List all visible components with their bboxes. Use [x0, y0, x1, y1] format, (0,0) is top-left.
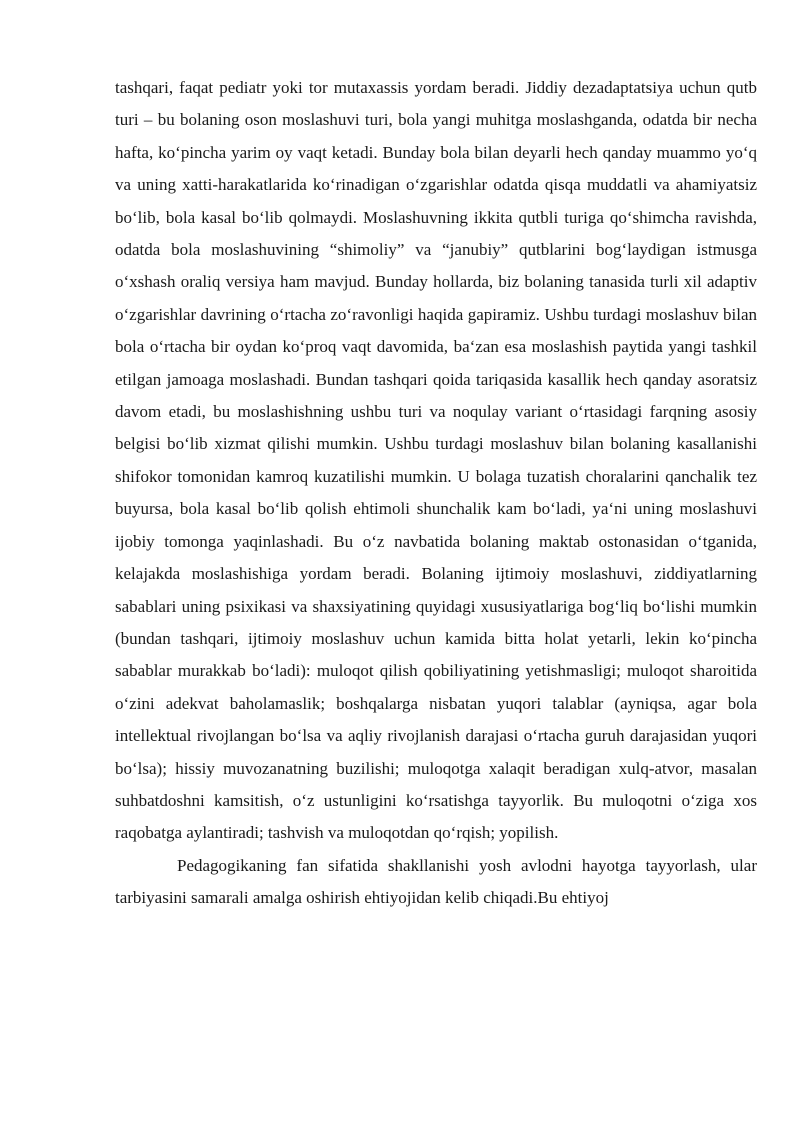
body-paragraph: Pedagogikaning fan sifatida shakllanishi yosh avlodni hayotga tayyorlash, ular tarbiyasini samarali amalga oshirish ehtiyojidan kelib chiqadi.Bu ehtiyoj	[115, 855, 757, 908]
body-paragraph: tashqari, faqat pediatr yoki tor mutaxassis yordam beradi. Jiddiy dezadaptatsiya uchun qutb turi – bu bolaning oson moslashuvi turi, bola yangi muhitga moslashganda, odatda bir necha hafta, ko‘pincha yarim oy vaqt ketadi. Bunday bola bilan deyarli hech qanday muammo yo‘q va uning xatti-harakatlarida ko‘rinadigan o‘zgarishlar odatda qisqa muddatli va ahamiyatsiz bo‘lib, bola kasal bo‘lib qolmaydi. Moslashuvning ikkita qutbli turiga qo‘shimcha ravishda, odatda bola moslashuvining “shimoliy” va “janubiy” qutblarini bog‘laydigan istmusga o‘xshash oraliq versiya ham mavjud. Bunday hollarda, biz bolaning tanasida turli xil adaptiv o‘zgarishlar davrining o‘rtacha zo‘ravonligi haqida gapiramiz. Ushbu turdagi moslashuv bilan bola o‘rtacha bir oydan ko‘proq vaqt davomida, ba‘zan esa moslashish paytida yangi tashkil etilgan jamoaga moslashadi. Bundan tashqari qoida tariqasida kasallik hech qanday asoratsiz davom etadi, bu moslashishning ushbu turi va noqulay variant o‘rtasidagi farqning asosiy belgisi bo‘lib xizmat qilishi mumkin. Ushbu turdagi moslashuv bilan bolaning kasallanishi shifokor tomonidan kamroq kuzatilishi mumkin. U bolaga tuzatish choralarini qanchalik tez buyursa, bola kasal bo‘lib qolish ehtimoli shunchalik kam bo‘ladi, ya‘ni uning moslashuvi ijobiy tomonga yaqinlashadi. Bu o‘z navbatida bolaning maktab ostonasidan o‘tganida, kelajakda moslashishiga yordam beradi. Bolaning ijtimoiy moslashuvi, ziddiyatlarning sabablari uning psixikasi va shaxsiyatining quyidagi xususiyatlariga bog‘liq bo‘lishi mumkin (bundan tashqari, ijtimoiy moslashuv uchun kamida bitta holat yetarli, lekin ko‘pincha sabablar murakkab bo‘ladi): muloqot qilish qobiliyatining yetishmasligi; muloqot sharoitida o‘zini adekvat baholamaslik; boshqalarga nisbatan yuqori talablar (ayniqsa, agar bola intellektual rivojlangan bo‘lsa va aqliy rivojlanish darajasi o‘rtacha guruh darajasidan yuqori bo‘lsa); hissiy muvozanatning buzilishi; muloqotga xalaqit beradigan xulq-atvor, masalan suhbatdoshni kamsitish, o‘z ustunligini ko‘rsatishga tayyorlik. Bu muloqotni o‘ziga xos raqobatga aylantiradi; tashvish va muloqotdan qo‘rqish; yopilish.	[115, 78, 757, 843]
document-page	[115, 72, 757, 915]
